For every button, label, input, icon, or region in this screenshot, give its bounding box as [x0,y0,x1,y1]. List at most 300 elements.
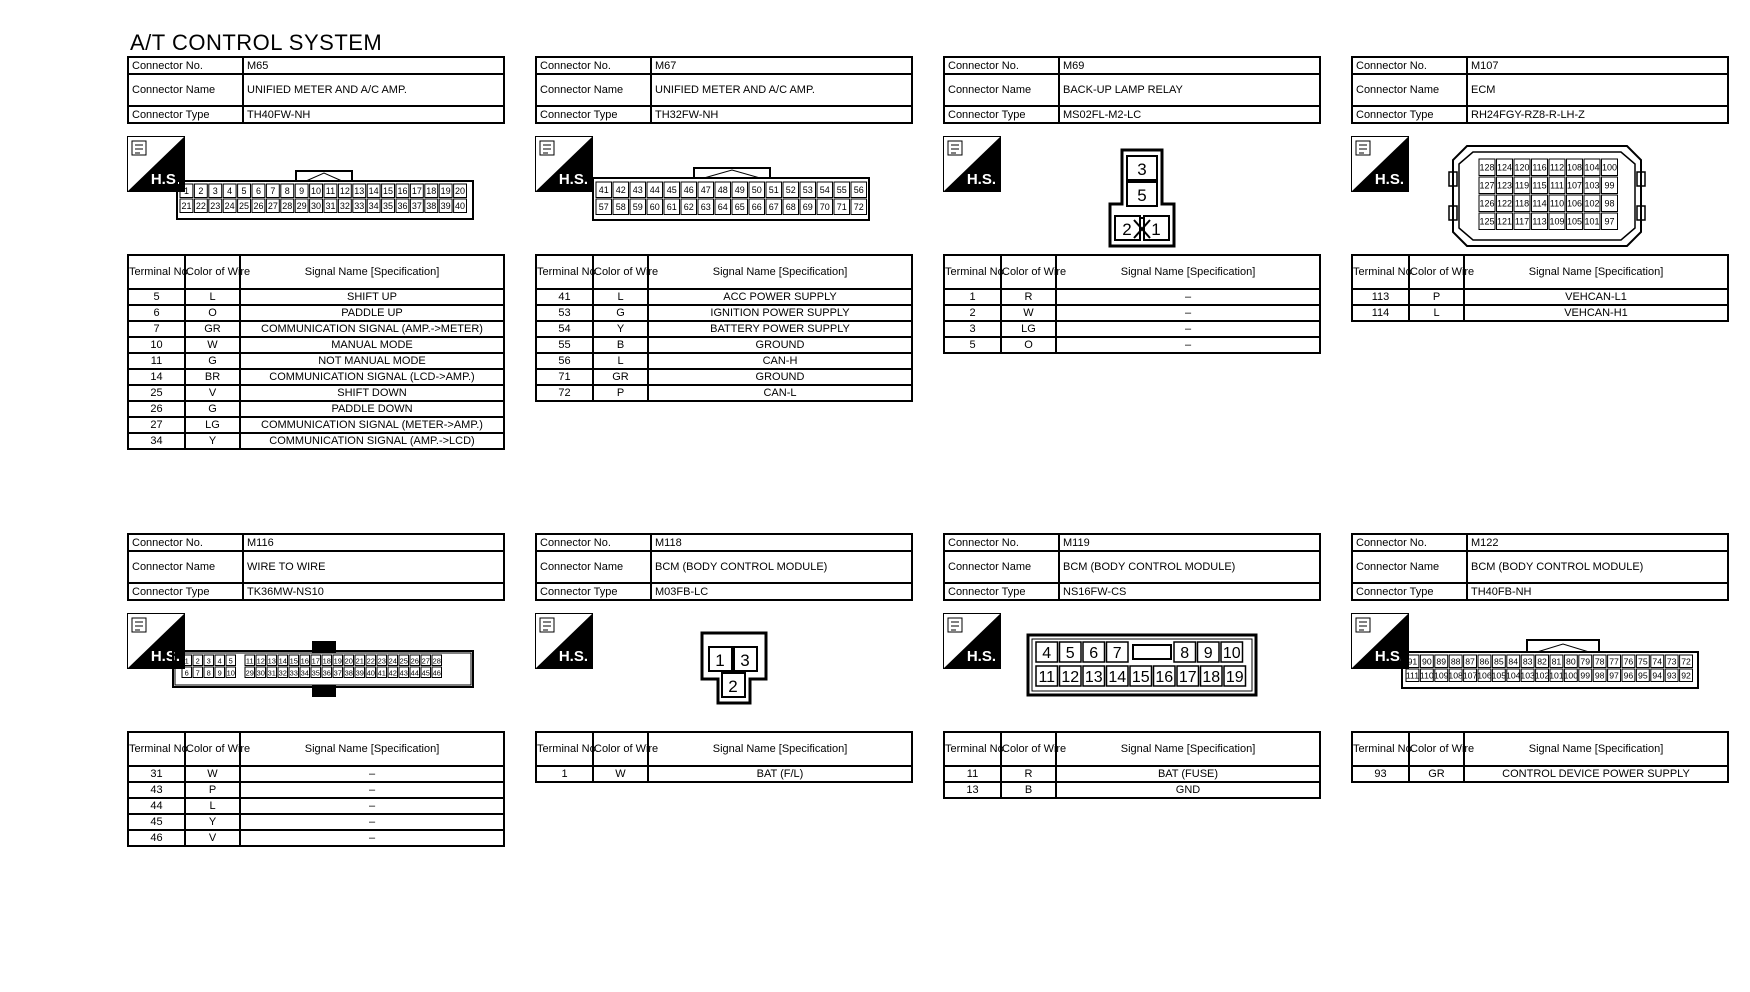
pin-label: 6 [1089,645,1099,662]
connector-no-value: M107 [1467,57,1728,74]
pin-label: 10 [311,185,322,196]
connector-face [1098,148,1188,253]
pin-label: 10 [226,668,235,678]
pin-label: 37 [333,668,342,678]
connector-no-label: Connector No. [1352,57,1467,74]
pin-label: 112 [1549,162,1565,173]
pin-label: 9 [1203,645,1213,662]
pin-label: 27 [421,656,430,666]
connector-no-value: M116 [243,534,504,551]
pin-label: 39 [440,200,451,211]
pin-label: 1 [1151,220,1161,239]
pin-label: 116 [1532,162,1547,173]
pin-label: 60 [649,201,660,212]
connector-face [700,631,770,712]
pin-label: 2 [728,677,738,696]
pin-label: 81 [1551,656,1562,667]
terminal-no-cell: 55 [536,337,593,353]
pin-label: 31 [325,200,336,211]
pin-label: 6 [184,668,189,678]
pin-label: 109 [1549,216,1565,227]
wire-color-cell: B [593,337,648,353]
pin-label: 108 [1448,670,1463,681]
pin-label: 115 [1532,180,1547,191]
pin-label: 111 [1550,180,1564,191]
wire-color-cell: O [185,305,240,321]
connector-no-label: Connector No. [128,534,243,551]
terminal-no-cell: 41 [536,289,593,305]
signal-name-header: Signal Name [Specification] [648,732,912,766]
pin-label: 46 [432,668,441,678]
terminal-no-cell: 14 [128,369,185,385]
wire-color-cell: W [185,766,240,782]
terminal-no-header: Terminal No. [944,255,1001,289]
connector-info-table [1351,533,1729,601]
signal-name-cell: PADDLE DOWN [240,401,504,417]
color-of-wire-header: Color of Wire [1409,732,1464,766]
pin-label: 101 [1584,216,1600,227]
pin-label: 7 [195,668,200,678]
terminal-rows [536,289,912,401]
page-title: A/T CONTROL SYSTEM [130,30,383,55]
pin-label: 105 [1566,216,1583,227]
wire-color-cell: W [1001,305,1056,321]
terminal-rows [1352,289,1728,321]
pin-label: 77 [1609,656,1619,667]
terminal-no-cell: 46 [128,830,185,846]
terminal-no-cell: 1 [536,766,593,782]
terminal-no-cell: 71 [536,369,593,385]
terminal-no-cell: 31 [128,766,185,782]
terminal-no-cell: 7 [128,321,185,337]
pin-label: 25 [399,656,408,666]
pin-label: 106 [1566,198,1583,209]
table-row [944,321,1320,337]
table-row [536,369,912,385]
signal-name-cell: – [1056,321,1320,337]
connector-face [1026,633,1260,704]
terminal-no-cell: 5 [944,337,1001,353]
pin-label: 30 [311,200,322,211]
pin-label: 24 [388,656,397,666]
pin-grid [180,184,467,213]
terminal-table [127,254,505,450]
connector-no-value: M118 [651,534,912,551]
connector-type-value: TH40FW-NH [243,106,504,123]
pin-label: 74 [1652,656,1663,667]
terminal-no-cell: 26 [128,401,185,417]
pin-label: 19 [440,185,451,196]
hs-label: H.S. [150,648,180,665]
harness-side-icon [943,613,1001,669]
pin-label: 117 [1514,216,1530,227]
table-row [128,337,504,353]
pin-label: 6 [255,185,261,196]
pin-label: 71 [836,201,847,212]
terminal-no-cell: 13 [944,782,1001,798]
pin-label: 99 [1580,670,1591,681]
signal-name-cell: GND [1056,782,1320,798]
signal-name-cell: – [1056,289,1320,305]
signal-name-cell: COMMUNICATION SIGNAL (METER->AMP.) [240,417,504,433]
terminal-no-cell: 43 [128,782,185,798]
terminal-no-header: Terminal No. [128,732,185,766]
pin-label: 13 [354,185,365,196]
wire-color-cell: BR [185,369,240,385]
pin-label: 35 [311,668,320,678]
connector-type-label: Connector Type [536,583,651,600]
pin-label: 46 [683,184,694,195]
signal-name-cell: ACC POWER SUPPLY [648,289,912,305]
color-of-wire-header: Color of Wire [1409,255,1464,289]
pin-label: 99 [1604,180,1615,191]
pin-label: 38 [426,200,437,211]
pin-label: 29 [296,200,307,211]
connector-name-label: Connector Name [1352,74,1467,106]
table-row [128,782,504,798]
signal-name-cell: CAN-H [648,353,912,369]
pin-label: 84 [1508,656,1519,667]
pin-label: 100 [1601,162,1618,173]
pin-label: 12 [339,185,350,196]
pin-label: 54 [819,184,830,195]
hs-label: H.S. [1374,648,1404,665]
wire-color-cell: O [1001,337,1056,353]
terminal-no-cell: 93 [1352,766,1409,782]
pin-label: 126 [1479,198,1495,209]
connector-name-label: Connector Name [1352,551,1467,583]
pin-label: 128 [1479,162,1495,173]
pin-label: 19 [333,656,342,666]
pin-label: 52 [785,184,796,195]
pin-label: 95 [1638,670,1648,681]
wire-color-cell: LG [185,417,240,433]
pin-label: 75 [1638,656,1648,667]
signal-name-cell: – [240,798,504,814]
connector-no-label: Connector No. [944,534,1059,551]
hs-label: H.S. [966,171,996,188]
table-row [536,766,912,782]
pin-label: 35 [383,200,394,211]
connector-type-label: Connector Type [1352,583,1467,600]
connector-picture [535,124,913,254]
pin-label: 14 [368,185,379,196]
pin-label: 49 [734,184,745,195]
pin-label: 110 [1419,670,1434,681]
connector-no-value: M122 [1467,534,1728,551]
connector-block-m118 [535,533,913,783]
pin-label: 93 [1666,670,1677,681]
terminal-rows [128,289,504,449]
pin-label: 1 [183,185,189,196]
wire-color-cell: L [185,289,240,305]
pin-grid-m119 [1036,642,1246,686]
pin-label: 127 [1479,180,1495,191]
pin-label: 121 [1496,216,1513,227]
pin-label: 43 [399,668,408,678]
pin-label: 100 [1563,670,1579,681]
pin-label: 57 [598,201,609,212]
connector-picture [943,124,1321,254]
terminal-no-cell: 44 [128,798,185,814]
connector-type-label: Connector Type [944,106,1059,123]
pin-label: 70 [819,201,830,212]
pin-label: 22 [366,656,375,666]
pin-label: 34 [300,668,309,678]
table-row [944,337,1320,353]
pin-label: 16 [397,185,408,196]
signal-name-cell: SHIFT DOWN [240,385,504,401]
pin-label: 23 [377,656,386,666]
pin-label: 120 [1514,162,1530,173]
pin-label: 107 [1462,670,1478,681]
pin-label: 4 [227,185,233,196]
wire-color-cell: G [593,305,648,321]
hs-label: H.S. [150,171,180,188]
pin-label: 73 [1666,656,1677,667]
terminal-rows [944,766,1320,798]
wire-color-cell: R [1001,766,1056,782]
pin-label: 123 [1496,180,1513,191]
pin-label: 108 [1566,162,1583,173]
pin-label: 104 [1506,670,1521,681]
signal-name-cell: VEHCAN-L1 [1464,289,1728,305]
connector-name-value: BCM (BODY CONTROL MODULE) [651,551,912,583]
pin-label: 33 [289,668,298,678]
table-row [536,289,912,305]
pin-label: 118 [1514,198,1530,209]
signal-name-cell: – [1056,337,1320,353]
terminal-no-cell: 10 [128,337,185,353]
signal-name-cell: CONTROL DEVICE POWER SUPPLY [1464,766,1728,782]
terminal-no-cell: 1 [944,289,1001,305]
wire-color-cell: GR [593,369,648,385]
pin-label: 78 [1594,656,1605,667]
signal-name-cell: NOT MANUAL MODE [240,353,504,369]
pin-label: 50 [751,184,762,195]
wire-color-cell: LG [1001,321,1056,337]
pin-label: 48 [717,184,728,195]
terminal-no-header: Terminal No. [536,732,593,766]
connector-block-m107 [1351,56,1729,322]
connector-info-table [127,533,505,601]
pin-label: 16 [1155,669,1174,686]
pin-label: 72 [1681,656,1691,667]
pin-label: 10 [1222,645,1241,662]
connector-type-label: Connector Type [536,106,651,123]
harness-side-icon [943,136,1001,192]
connector-face [1401,636,1711,697]
pin-label: 30 [256,668,265,678]
pin-label: 38 [344,668,353,678]
pin-label: 86 [1479,656,1490,667]
pin-label: 21 [181,200,192,211]
pin-label: 80 [1566,656,1576,667]
pin-label: 19 [1225,669,1244,686]
pin-label: 87 [1465,656,1475,667]
pin-label: 3 [206,656,211,666]
connector-name-label: Connector Name [128,74,243,106]
pin-label: 3 [212,185,218,196]
pin-label: 45 [666,184,677,195]
connector-type-label: Connector Type [128,583,243,600]
connector-type-label: Connector Type [944,583,1059,600]
harness-side-icon [535,136,593,192]
pin-label: 36 [397,200,408,211]
wire-color-cell: B [1001,782,1056,798]
signal-name-cell: – [240,830,504,846]
pin-label: 98 [1604,198,1615,209]
table-row [536,321,912,337]
connector-block-m65 [127,56,505,450]
table-row [128,369,504,385]
table-row [536,353,912,369]
signal-name-cell: IGNITION POWER SUPPLY [648,305,912,321]
pin-label: 103 [1520,670,1535,681]
connector-face [592,164,872,229]
connector-name-label: Connector Name [536,551,651,583]
wire-color-cell: L [593,353,648,369]
pin-label: 25 [239,200,250,211]
pin-label: 67 [768,201,779,212]
pin-grid [1479,159,1618,230]
table-row [536,385,912,401]
terminal-no-cell: 27 [128,417,185,433]
pin-label: 42 [388,668,397,678]
pin-label: 15 [289,656,298,666]
table-row [1352,766,1728,782]
terminal-no-cell: 56 [536,353,593,369]
signal-name-header: Signal Name [Specification] [240,732,504,766]
pin-label: 3 [1137,160,1147,179]
connector-no-value: M119 [1059,534,1320,551]
harness-side-icon [535,613,593,669]
terminal-no-header: Terminal No. [944,732,1001,766]
connector-block-m67 [535,56,913,402]
pin-label: 33 [354,200,365,211]
pin-label: 23 [210,200,221,211]
pin-label: 42 [615,184,626,195]
connector-name-label: Connector Name [536,74,651,106]
pin-label: 69 [802,201,813,212]
table-row [128,830,504,846]
pin-label: 97 [1609,670,1619,681]
lock-cross-mark [1134,218,1150,238]
table-row [128,289,504,305]
pin-label: 36 [322,668,331,678]
table-row [128,401,504,417]
pin-label: 104 [1584,162,1600,173]
terminal-no-header: Terminal No. [1352,255,1409,289]
wire-color-cell: G [185,401,240,417]
table-row [536,305,912,321]
wire-color-cell: Y [185,433,240,449]
connector-picture [1351,124,1729,254]
table-row [128,385,504,401]
connector-face [172,639,482,704]
pin-label: 11 [1038,669,1056,686]
terminal-no-cell: 5 [128,289,185,305]
pin-label: 5 [228,656,233,666]
pin-label: 12 [256,656,265,666]
table-row [944,289,1320,305]
pin-label: 1 [715,651,725,670]
wire-color-cell: GR [185,321,240,337]
signal-name-cell: BAT (F/L) [648,766,912,782]
wire-color-cell: GR [1409,766,1464,782]
terminal-rows [944,289,1320,353]
terminal-table [1351,731,1729,783]
pin-label: 122 [1496,198,1513,209]
signal-name-header: Signal Name [Specification] [1056,255,1320,289]
signal-name-cell: BATTERY POWER SUPPLY [648,321,912,337]
connector-name-value: BCM (BODY CONTROL MODULE) [1059,551,1320,583]
pin-label: 79 [1580,656,1591,667]
pin-label: 11 [325,185,336,196]
connector-type-value: TH40FB-NH [1467,583,1728,600]
pin-label: 106 [1477,670,1492,681]
pin-label: 105 [1491,670,1507,681]
table-row [128,305,504,321]
harness-side-icon [1351,136,1409,192]
wire-color-cell: Y [185,814,240,830]
pin-label: 7 [1112,645,1122,662]
connector-name-label: Connector Name [944,74,1059,106]
connector-picture [1351,601,1729,731]
wire-color-cell: V [185,830,240,846]
pin-grid [596,182,867,215]
pin-label: 61 [666,201,677,212]
connector-no-label: Connector No. [1352,534,1467,551]
connector-name-value: UNIFIED METER AND A/C AMP. [243,74,504,106]
table-row [944,305,1320,321]
signal-name-header: Signal Name [Specification] [1464,255,1728,289]
color-of-wire-header: Color of Wire [593,732,648,766]
pin-label: 92 [1681,670,1691,681]
pin-label: 119 [1514,180,1530,191]
pin-label: 109 [1434,670,1449,681]
pin-label: 103 [1584,180,1600,191]
terminal-no-header: Terminal No. [536,255,593,289]
signal-name-cell: COMMUNICATION SIGNAL (LCD->AMP.) [240,369,504,385]
hs-label: H.S. [558,648,588,665]
table-row [128,417,504,433]
connector-picture [127,601,505,731]
connector-no-label: Connector No. [128,57,243,74]
terminal-no-cell: 25 [128,385,185,401]
pin-label: 66 [751,201,762,212]
terminal-no-cell: 114 [1352,305,1409,321]
pin-label: 15 [383,185,394,196]
pin-label: 9 [217,668,222,678]
pin-label: 13 [267,656,276,666]
signal-name-cell: BAT (FUSE) [1056,766,1320,782]
pin-label: 82 [1537,656,1547,667]
table-row [128,353,504,369]
wire-color-cell: P [1409,289,1464,305]
pin-label: 18 [1202,669,1221,686]
signal-name-header: Signal Name [Specification] [1464,732,1728,766]
pin-label: 24 [224,200,235,211]
terminal-no-cell: 72 [536,385,593,401]
pin-label: 17 [1178,669,1197,686]
wire-color-cell: Y [593,321,648,337]
connector-block-m122 [1351,533,1729,783]
terminal-table [127,731,505,847]
signal-name-cell: – [240,814,504,830]
connector-type-value: MS02FL-M2-LC [1059,106,1320,123]
terminal-no-cell: 113 [1352,289,1409,305]
